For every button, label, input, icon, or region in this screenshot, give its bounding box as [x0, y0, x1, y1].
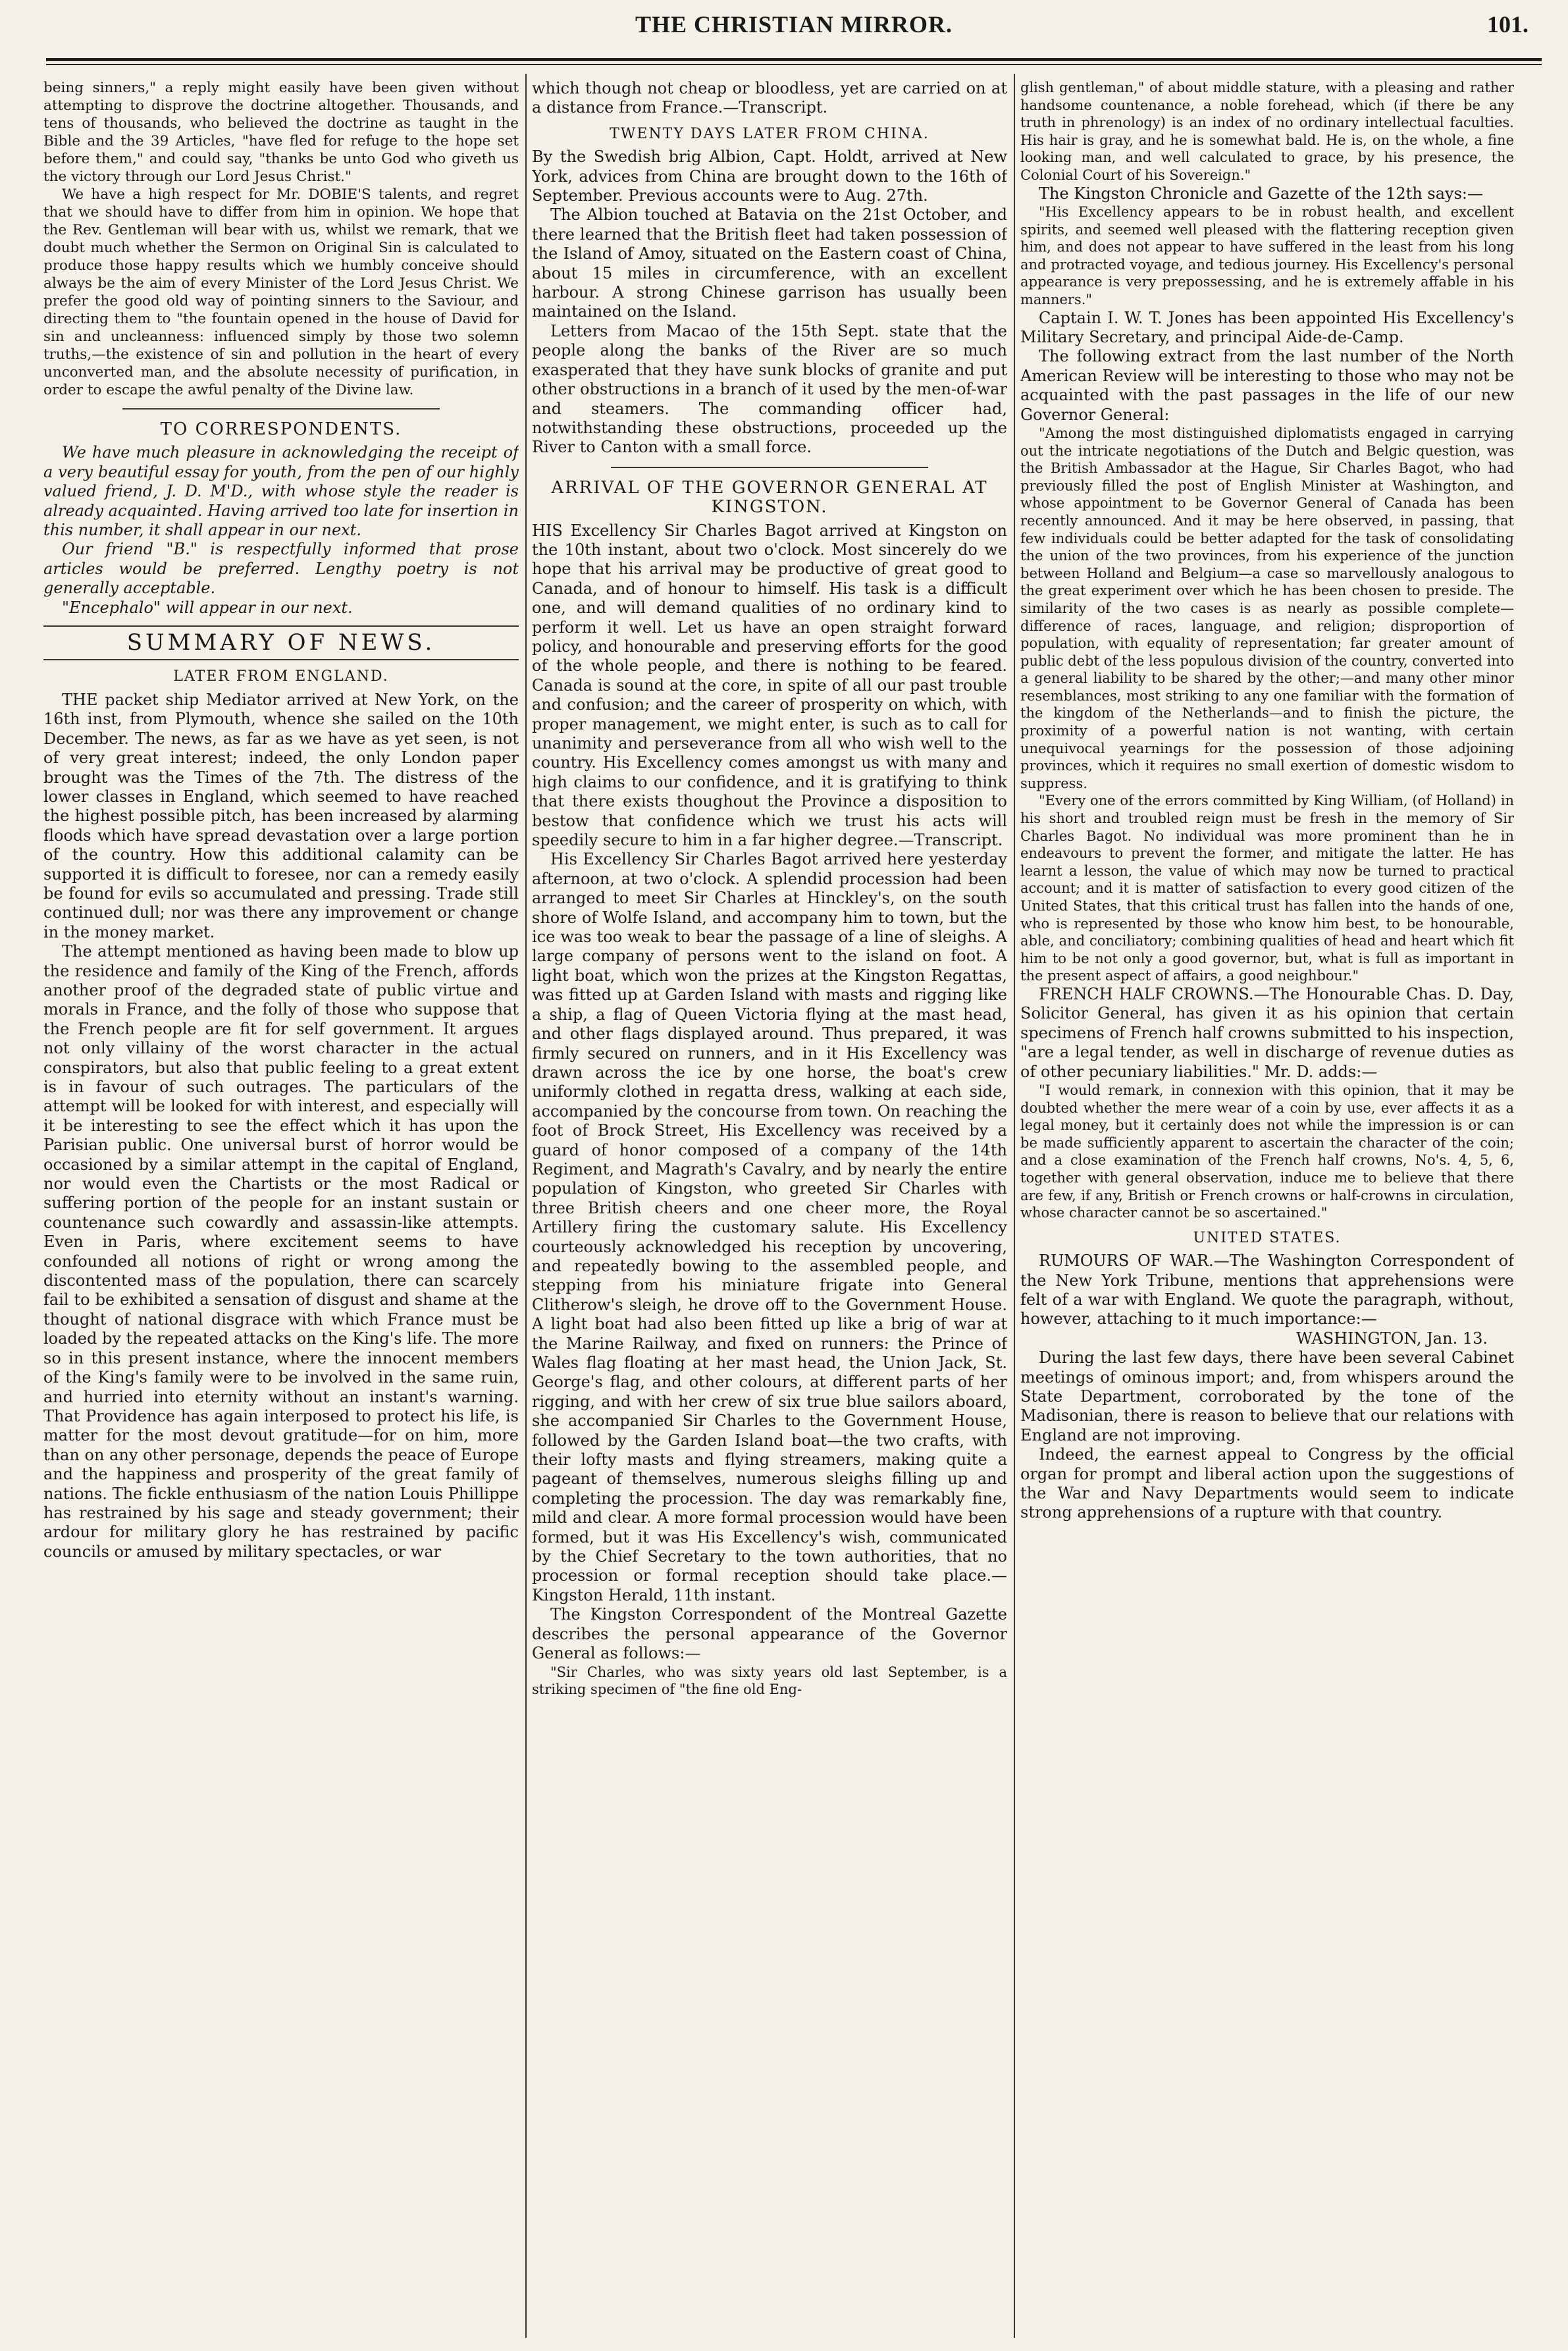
paragraph: During the last few days, there have been several Cabinet meetings of ominous import; and, from whispers around the State Department, corroborated by the tone of the Madisonian, there is reason to believe that our relations with England are not improving. — [1020, 1348, 1514, 1444]
paragraph: We have a high respect for Mr. DOBIE'S talents, and regret that we should have to differ from him in opinion. We hope that the Rev. Gentleman will bear with us, whilst we remark, that we doubt much whether the Sermon on Original Sin is calculated to produce those happy results which we humbly conceive should always be the aim of every Minister of the Lord Jesus Christ. We prefer the good old way of pointing sinners to the Saviour, and directing them to "the fountain opened in the house of David for sin and uncleanness: influenced simply by those two solemn truths,—the existence of sin and pollution in the heart of every unconverted man, and the absolute necessity of purification, in order to escape the awful penalty of the Divine law. — [43, 186, 519, 398]
column-divider — [1014, 74, 1015, 2338]
dateline: WASHINGTON, Jan. 13. — [1295, 1329, 1488, 1348]
divider — [43, 625, 519, 627]
paragraph: THE packet ship Mediator arrived at New York, on the 16th inst, from Plymouth, whence she sailed on the 10th December. The news, as far as we have as yet seen, is not of very great interest; indeed, the only London paper brought was the Times of the 7th. The distress of the lower classes in England, which seemed to have reached the highest possible pitch, has been increased by alarming floods which have spread devastation over a large portion of the country. How this additional calamity can be supported it is difficult to foresee, nor can a remedy easily be found for evils so accumulated and pressing. Trade still continued dull; nor was there any improvement or change in the money market. — [43, 690, 519, 941]
column-divider — [525, 74, 527, 2338]
header-rule — [46, 58, 1542, 61]
column-2 — [532, 79, 1007, 2338]
paragraph: being sinners," a reply might easily have been given without attempting to disprove the doctrine altogether. Thousands, and tens of thousands, who believed the doctrine as taught in the Bible and the 39 Articles, "have fled for refuge to the hope set before them," and could say, "thanks be unto God who giveth us the victory through our Lord Jesus Christ." — [43, 80, 519, 185]
quotation: "His Excellency appears to be in robust health, and excellent spirits, and seemed well pleased with the flattering reception given him, and does not appear to have suffered in the least from his long and protracted voyage, and tedious journey. His Excellency's personal appearance is very prepossessing, and he is extremely affable in his manners." — [1020, 203, 1514, 307]
quotation: glish gentleman," of about middle stature, with a pleasing and rather handsome countenance, a noble forehead, which (if there be any truth in phrenology) is an index of no ordinary intellectual faculties. His hair is gray, and he is somewhat bald. He is, on the whole, a fine looking man, and well calculated to grace, by his presence, the Colonial Court of his Sovereign." — [1020, 80, 1514, 183]
section-heading: TO CORRESPONDENTS. — [160, 419, 402, 439]
paragraph: Indeed, the earnest appeal to Congress by the official organ for prompt and liberal action upon the suggestions of the War and Navy Departments would seem to indicate strong apprehensions of a rupture with that country. — [1020, 1445, 1514, 1522]
paragraph: His Excellency Sir Charles Bagot arrived here yesterday afternoon, at two o'clock. A splendid procession had been arranged to meet Sir Charles at Hinckley's, on the south shore of Wolfe Island, and accompany him to town, but the ice was too weak to bear the passage of a line of sleighs. A large company of persons went to the island on foot. A light boat, which won the prizes at the Kingston Regattas, was fitted up at Garden Island with masts and rigging like a ship, a flag of Queen Victoria flying at the mast head, and other flags displayed around. Thus prepared, it was firmly secured on runners, and in it His Excellency was drawn across the ice by one horse, the boat's crew uniformly clothed in regatta dress, walking at each side, accompanied by the concourse from town. On reaching the foot of Brock Street, His Excellency was received by a guard of honor composed of a company of the 14th Regiment, and Magrath's Cavalry, and by nearly the entire population of Kingston, who greeted Sir Charles with three British cheers and one cheer more, the Royal Artillery firing the customary salute. His Excellency courteously acknowledged his reception by uncovering, and repeatedly bowing to the assembled people, and stepping from his miniature frigate into General Clitherow's sleigh, he drove off to the Government House. A light boat had also been fitted up like a brig of war at the Marine Railway, and fixed on runners: the Prince of Wales flag floating at her mast head, the Union Jack, St. George's flag, and other colours, at different parts of her rigging, and with her crew of six true blue sailors aboard, she accompanied Sir Charles to the Government House, followed by the Garden Island boat—the two crafts, with their lofty masts and flying streamers, making quite a pageant of themselves, numerous sleighs filling up and completing the procession. The day was remarkably fine, mild and clear. A more formal procession would have been formed, but it was His Excellency's wish, communicated by the Chief Secretary to the town authorities, that no procession or formal reception should take place.—Kingston Herald, 11th instant. — [532, 850, 1007, 1604]
paragraph: The Albion touched at Batavia on the 21st October, and there learned that the British fleet had taken possession of the Island of Amoy, situated on the Eastern coast of China, about 15 miles in circumference, with an excellent harbour. A strong Chinese garrison has usually been maintained on the Island. — [532, 205, 1007, 321]
page-number: 101. — [1487, 11, 1529, 38]
column-1 — [43, 79, 519, 2338]
paragraph: FRENCH HALF CROWNS.—The Honourable Chas. D. Day, Solicitor General, has given it as his opinion that certain specimens of French half crowns submitted to his inspection, "are a legal tender, as well in discharge of revenue duties as of other pecuniary liabilities." Mr. D. adds:— — [1020, 984, 1514, 1081]
paragraph: Letters from Macao of the 15th Sept. state that the people along the banks of the River are so much exasperated that they have sunk blocks of granite and put other obstructions in a branch of it used by the men-of-war and steamers. The commanding officer had, notwithstanding these obstructions, proceeded up the River to Canton with a small force. — [532, 321, 1007, 457]
paragraph: The following extract from the last number of the North American Review will be interesting to those who may not be acquainted with the past passages in the life of our new Governor General: — [1020, 347, 1514, 424]
quotation: "I would remark, in connexion with this opinion, that it may be doubted whether the mere wear of a coin by use, ever affects it as a legal money, but it certainly does not while the impression is or can be made sufficiently apparent to ascertain the character of the coin; and a close examination of the French half crowns, No's. 4, 5, 6, together with general observation, induce me to believe that there are few, if any, British or French crowns or half-crowns in circulation, whose character cannot be so ascertained." — [1020, 1082, 1514, 1221]
subsection-heading: LATER FROM ENGLAND. — [173, 668, 389, 685]
paragraph: RUMOURS OF WAR.—The Washington Correspondent of the New York Tribune, mentions that apprehensions were felt of a war with England. We quote the paragraph, without, however, attaching to it much importance:— — [1020, 1252, 1514, 1329]
paper-title: THE CHRISTIAN MIRROR. — [635, 11, 953, 38]
subsection-heading: UNITED STATES. — [1193, 1229, 1342, 1246]
quotation: "Every one of the errors committed by King William, (of Holland) in his short and troubled reign must be fresh in the memory of Sir Charles Bagot. No individual was more prominent than he in endeavours to prevent the former, and mitigate the latter. He has learnt a lesson, the value of which may now be turned to practical account; and it is matter of satisfaction to every good citizen of the United States, that this critical trust has fallen into the hands of one, who is represented by those who know him best, to be honourable, able, and conciliatory; combining qualities of head and heart which fit him to be not only a good governor, but, what is full as important in the present aspect of affairs, a good neighbour." — [1020, 793, 1514, 984]
section-heading: ARRIVAL OF THE GOVERNOR GENERAL AT KINGSTON. — [551, 477, 988, 517]
quotation: "Sir Charles, who was sixty years old last September, is a striking specimen of "the fine old Eng- — [532, 1664, 1007, 1698]
quotation: "Among the most distinguished diplomatists engaged in carrying out the intricate negotiations of the Dutch and Belgic question, was the British Ambassador at the Hague, Sir Charles Bagot, who had previously filled the post of English Minister at Washington, and whose appointment to be Governor General of Canada has been recently announced. And it may be here observed, in passing, that few individuals could be better adapted for the task of consolidating the union of the two provinces, from his experience of the junction between Holland and Belgium—a case so marvellously analogous to the great experiment over which he has been chosen to preside. The similarity of the two cases is as nearly as possible complete—difference of races, language, and religion; disproportion of population, with equality of representation; far greater amount of public debt of the less populous division of the country, converted into a general liability to be shared by the other;—and many other minor resemblances, most striking to any one familiar with the formation of the kingdom of the Netherlands—and to finish the picture, the proximity of a powerful nation is not wanting, with certain unequivocal yearnings for the possession of those adjoining provinces, which it requires no small exertion of domestic wisdom to suppress. — [1020, 425, 1514, 791]
masthead — [46, 7, 1542, 41]
paragraph: HIS Excellency Sir Charles Bagot arrived at Kingston on the 10th instant, about two o'clock. Most sincerely do we hope that his arrival may be productive of great good to Canada, and of honour to himself. His task is a difficult one, and will demand qualities of no ordinary kind to perform it well. Let us have an open straight forward policy, and honourable and preserving efforts for the good of the whole people, and there is nothing to be feared. Canada is sound at the core, in spite of all our past trouble and confusion; and the career of prosperity on which, with proper management, we might enter, is such as to call for unanimity and perseverance from all who wish well to the country. His Excellency comes amongst us with many and high claims to our confidence, and it is gratifying to think that there exists thoughout the Province a disposition to bestow that confidence which we trust his acts will speedily secure to him in a far higher degree.—Transcript. — [532, 521, 1007, 850]
paragraph: The Kingston Chronicle and Gazette of the 12th says:— — [1039, 184, 1483, 203]
paragraph: By the Swedish brig Albion, Capt. Holdt, arrived at New York, advices from China are brought down to the 16th of September. Previous accounts were to Aug. 27th. — [532, 147, 1007, 205]
paragraph: The Kingston Correspondent of the Montreal Gazette describes the personal appearance of the Governor General as follows:— — [532, 1605, 1007, 1663]
section-heading: SUMMARY OF NEWS. — [126, 629, 436, 656]
subsection-heading: TWENTY DAYS LATER FROM CHINA. — [610, 125, 929, 142]
header-rule-thin — [46, 64, 1542, 65]
paragraph: Captain I. W. T. Jones has been appointed His Excellency's Military Secretary, and principal Aide-de-Camp. — [1020, 308, 1514, 346]
paragraph: Our friend "B." is respectfully informed that prose articles would be preferred. Lengthy poetry is not generally acceptable. — [43, 540, 519, 598]
paragraph: "Encephalo" will appear in our next. — [62, 598, 353, 617]
divider — [611, 467, 928, 468]
divider — [43, 659, 519, 660]
divider — [122, 408, 440, 409]
paragraph: The attempt mentioned as having been made to blow up the residence and family of the King of the French, affords another proof of the degraded state of public virtue and morals in France, and the folly of those who suppose that the French people are fit for self government. It argues not only villainy of the worst character in the actual conspirators, but also that public feeling to a great extent is in favour of such outrages. The particulars of the attempt will be looked for with interest, and especially will it be interesting to see the effect which it has upon the Parisian public. One universal burst of horror would be occasioned by a similar attempt in the capital of England, nor would even the Chartists or the most Radical or suffering portion of the people for an instant sustain or countenance such cowardly and assassin-like attempts. Even in Paris, where excitement seems to have confounded all notions of right or wrong among the discontented mass of the population, there can scarcely fail to be exhibited a sensation of disgust and shame at the thought of national disgrace with which France must be loaded by the repeated attacks on the King's life. The more so in this present instance, where the innocent members of the King's family were to be involved in the same ruin, and hurried into eternity without an instant's warning. That Providence has again interposed to protect his life, is matter for the most devout gratitude—for on him, more than on any other personage, depends the peace of Europe and the happiness and prosperity of the great family of nations. The fickle enthusiasm of the nation Louis Phillippe has restrained by his sage and steady government; their ardour for military glory he has restrained by pacific councils or amused by military spectacles, or war — [43, 942, 519, 1561]
column-3 — [1020, 79, 1514, 2338]
paragraph: which though not cheap or bloodless, yet are carried on at a distance from France.—Transcript. — [532, 79, 1007, 117]
paragraph: We have much pleasure in acknowledging the receipt of a very beautiful essay for youth, from the pen of our highly valued friend, J. D. M'D., with whose style the reader is already acquainted. Having arrived too late for insertion in this number, it shall appear in our next. — [43, 443, 519, 540]
